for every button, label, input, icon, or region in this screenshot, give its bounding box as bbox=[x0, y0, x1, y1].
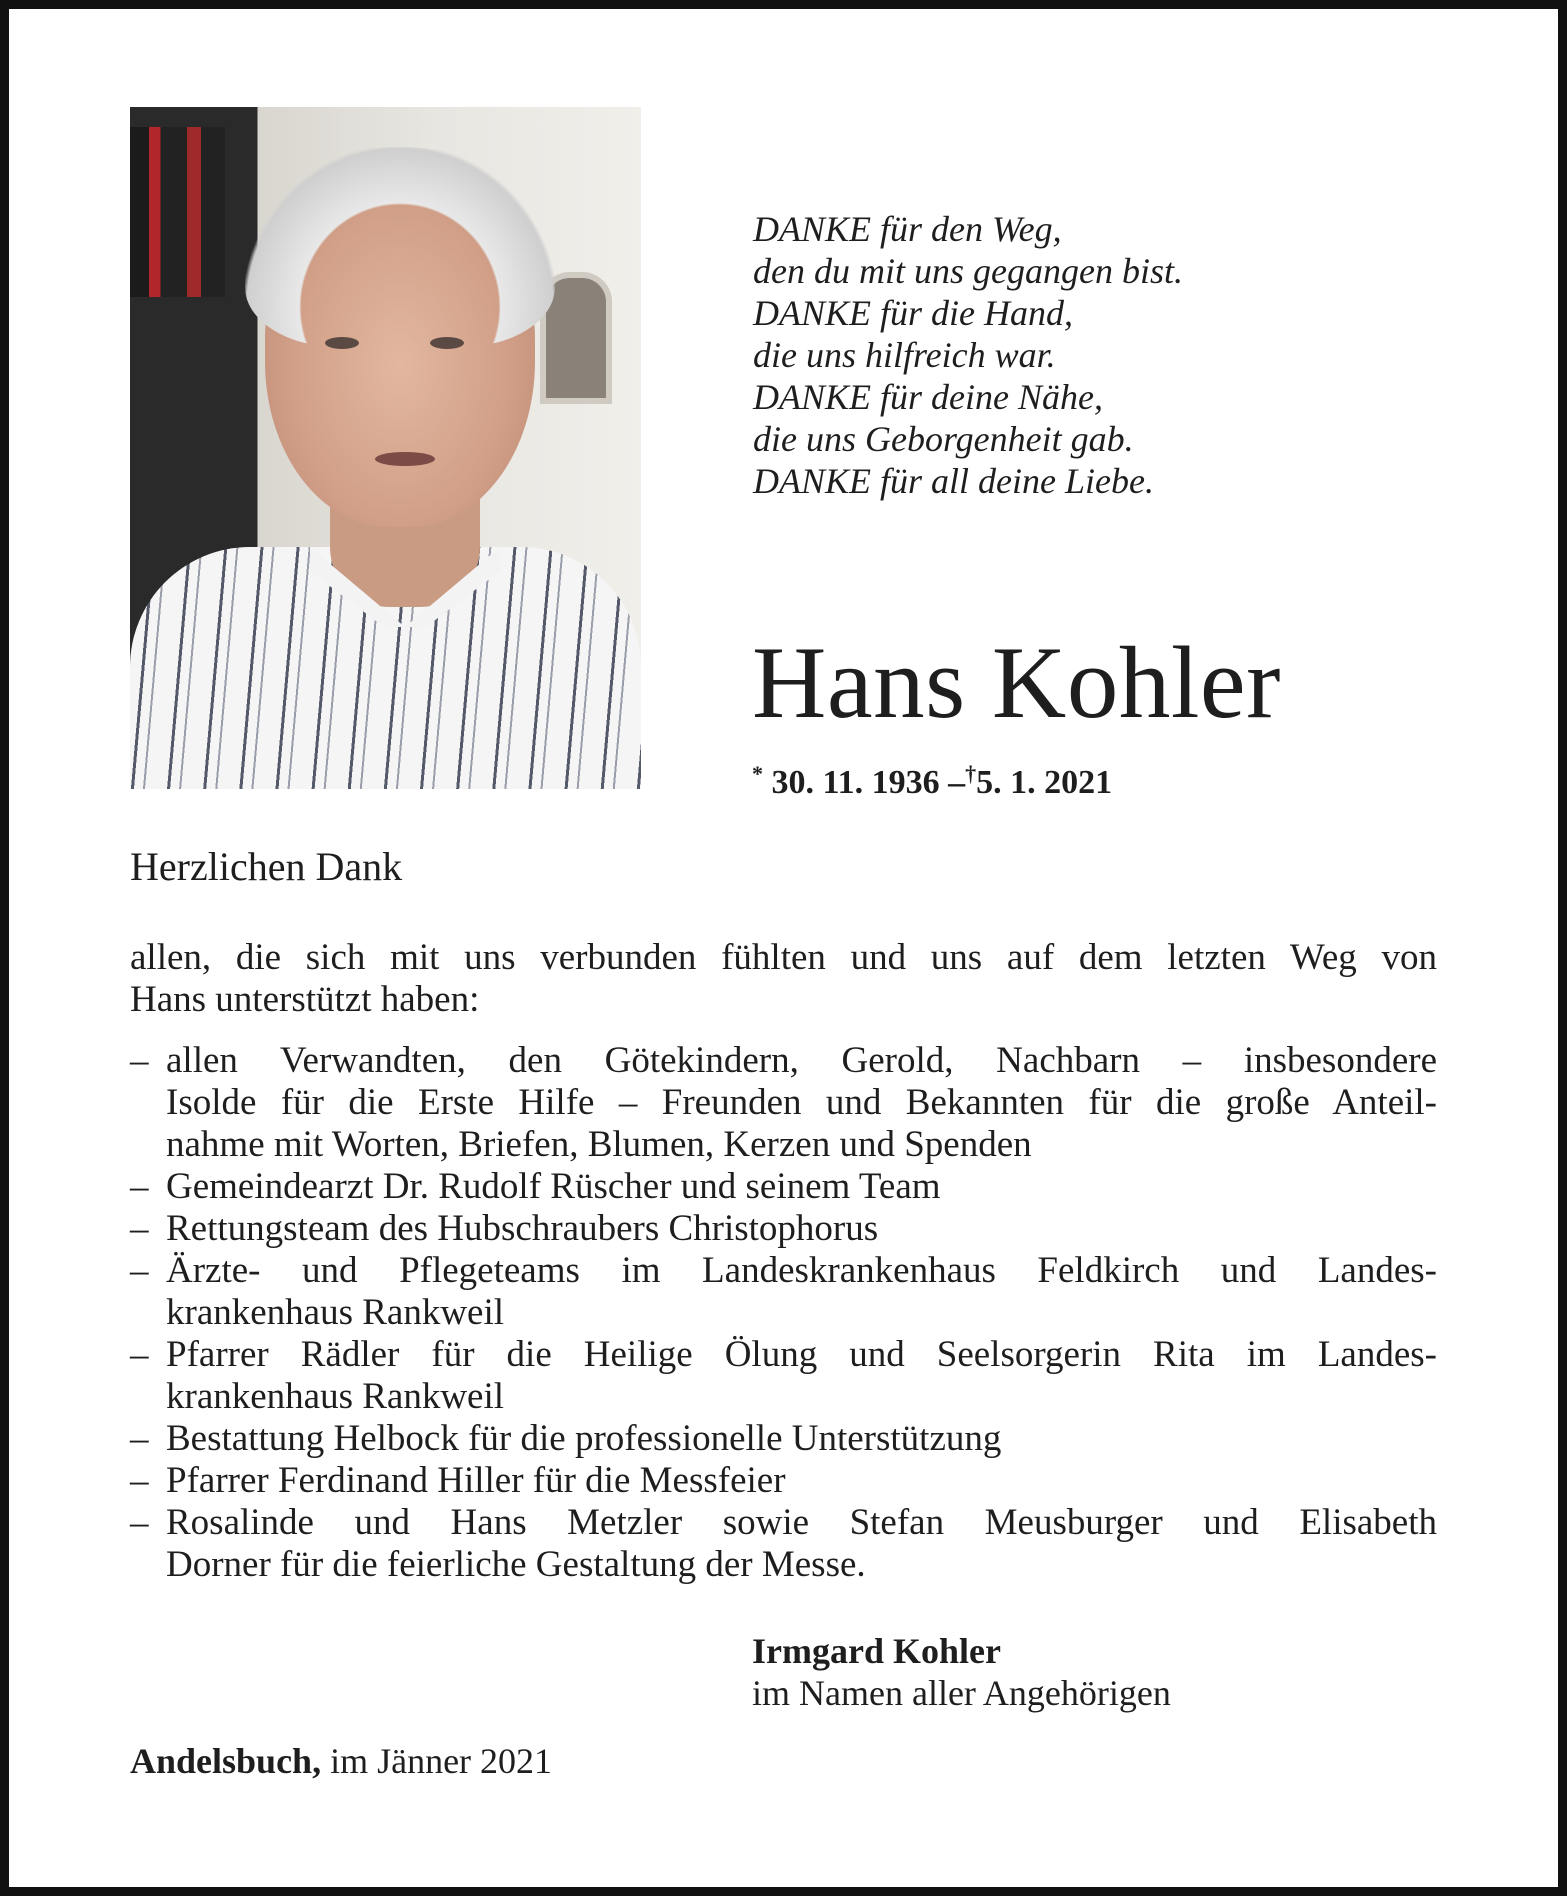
mouth bbox=[375, 452, 435, 466]
town: Andelsbuch, bbox=[130, 1741, 322, 1781]
dash-bullet: – bbox=[130, 1208, 149, 1249]
item-line: Pfarrer Ferdinand Hiller für die Messfeier bbox=[166, 1460, 786, 1501]
dash-bullet: – bbox=[130, 1040, 149, 1081]
intro-paragraph bbox=[130, 937, 1437, 1021]
item-line: krankenhaus Rankweil bbox=[166, 1376, 505, 1417]
death-symbol: † bbox=[965, 761, 977, 786]
thanks-list bbox=[130, 1040, 1437, 1586]
item-line: allen Verwandten, den Götekindern, Gerold, Nachbarn – insbesondere bbox=[166, 1040, 1437, 1081]
signatory-name: Irmgard Kohler bbox=[752, 1631, 1001, 1671]
dash-bullet: – bbox=[130, 1166, 149, 1207]
dash-bullet: – bbox=[130, 1334, 149, 1375]
dash-bullet: – bbox=[130, 1502, 149, 1543]
eye bbox=[430, 337, 464, 349]
background-shelf bbox=[130, 127, 225, 297]
poem-line: DANKE für deine Nähe, bbox=[753, 377, 1103, 417]
date: im Jänner 2021 bbox=[330, 1741, 553, 1781]
list-item bbox=[130, 1334, 1437, 1418]
intro-line: allen, die sich mit uns verbunden fühlten und uns auf dem letzten Weg von bbox=[130, 937, 1437, 978]
poem-line: die uns Geborgenheit gab. bbox=[753, 419, 1134, 459]
dash-bullet: – bbox=[130, 1418, 149, 1459]
thanks-heading: Herzlichen Dank bbox=[130, 844, 403, 889]
list-item bbox=[130, 1250, 1437, 1334]
death-date: 5. 1. 2021 bbox=[976, 764, 1113, 801]
intro-line: Hans unterstützt haben: bbox=[130, 979, 480, 1020]
item-line: Ärzte- und Pflegeteams im Landeskrankenhaus Feldkirch und Landes- bbox=[166, 1250, 1437, 1291]
list-item bbox=[130, 1418, 1437, 1460]
dash-bullet: – bbox=[130, 1250, 149, 1291]
item-line: Rettungsteam des Hubschraubers Christophorus bbox=[166, 1208, 879, 1249]
birth-symbol: * bbox=[752, 761, 763, 786]
date-separator: – bbox=[948, 764, 966, 801]
portrait-photo bbox=[130, 107, 641, 789]
deceased-name: Hans Kohler bbox=[752, 626, 1281, 740]
list-item bbox=[130, 1040, 1437, 1166]
item-line: nahme mit Worten, Briefen, Blumen, Kerzen und Spenden bbox=[166, 1124, 1032, 1165]
poem-line: die uns hilfreich war. bbox=[753, 335, 1056, 375]
item-line: Dorner für die feierliche Gestaltung der Messe. bbox=[166, 1544, 866, 1585]
signature bbox=[752, 1630, 1171, 1714]
eye bbox=[325, 337, 359, 349]
dash-bullet: – bbox=[130, 1460, 149, 1501]
signatory-subtitle: im Namen aller Angehörigen bbox=[752, 1673, 1171, 1713]
item-line: Bestattung Helbock für die professionelle Unterstützung bbox=[166, 1418, 1002, 1459]
item-line: Isolde für die Erste Hilfe – Freunden und Bekannten für die große Anteil- bbox=[166, 1082, 1437, 1123]
poem-line: DANKE für den Weg, bbox=[753, 209, 1062, 249]
poem-line: DANKE für die Hand, bbox=[753, 293, 1073, 333]
list-item bbox=[130, 1166, 1437, 1208]
item-line: krankenhaus Rankweil bbox=[166, 1292, 505, 1333]
life-dates bbox=[752, 752, 1112, 805]
hair bbox=[245, 147, 555, 347]
list-item bbox=[130, 1460, 1437, 1502]
poem bbox=[753, 208, 1183, 502]
list-item bbox=[130, 1502, 1437, 1586]
birth-date: 30. 11. 1936 bbox=[771, 764, 940, 801]
item-line: Pfarrer Rädler für die Heilige Ölung und Seelsorgerin Rita im Landes- bbox=[166, 1334, 1437, 1375]
poem-line: DANKE für all deine Liebe. bbox=[753, 461, 1154, 501]
list-item bbox=[130, 1208, 1437, 1250]
item-line: Gemeindearzt Dr. Rudolf Rüscher und seinem Team bbox=[166, 1166, 941, 1207]
item-line: Rosalinde und Hans Metzler sowie Stefan Meusburger und Elisabeth bbox=[166, 1502, 1437, 1543]
place-date bbox=[130, 1740, 552, 1782]
poem-line: den du mit uns gegangen bist. bbox=[753, 251, 1183, 291]
